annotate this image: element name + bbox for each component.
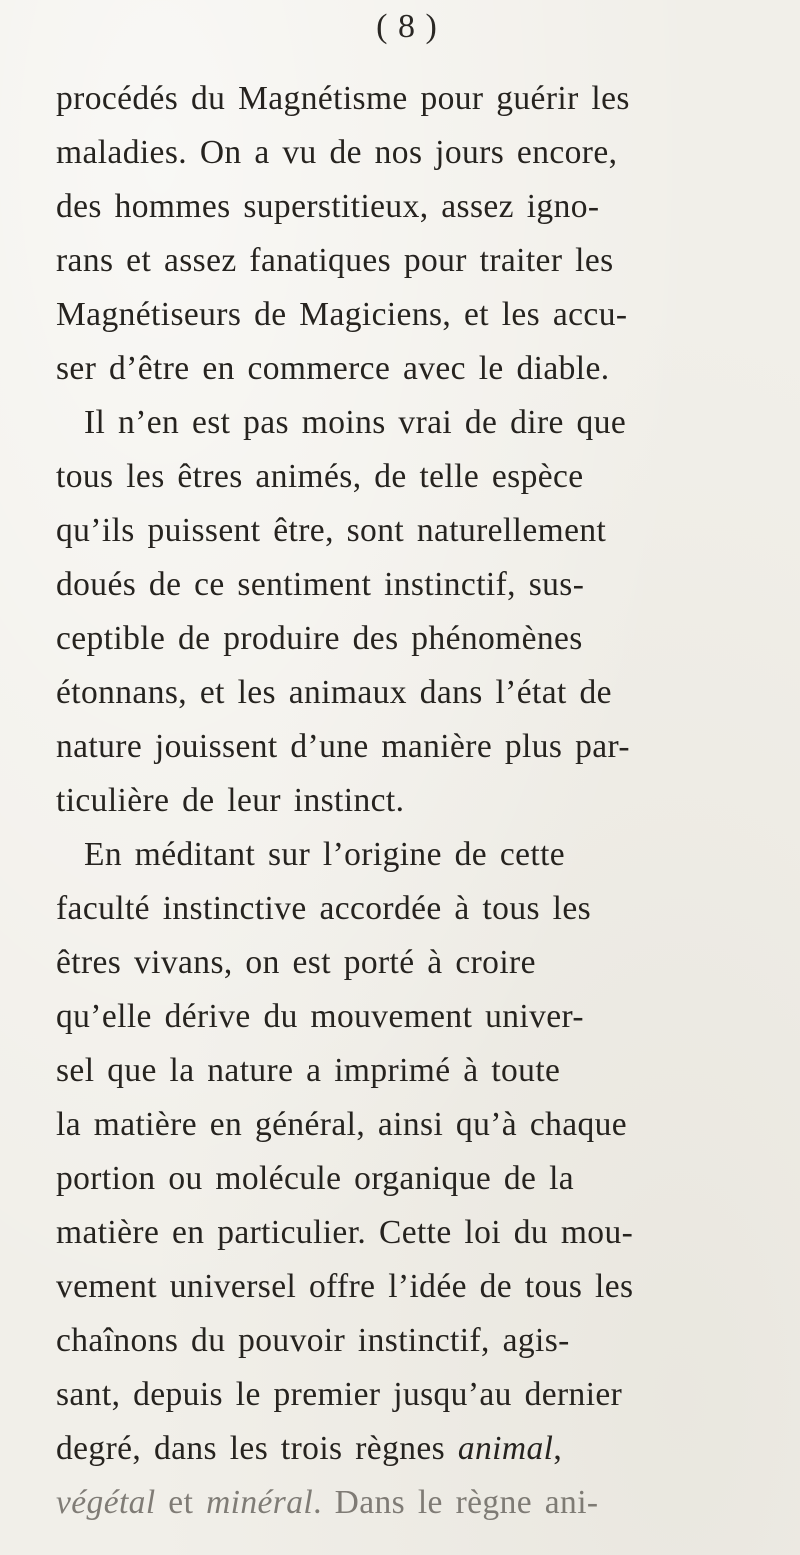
text-segment: . Dans le règne ani-	[313, 1484, 599, 1521]
text-line: êtres vivans, on est porté à croire	[56, 944, 536, 981]
text-line: qu’ils puissent être, sont naturellement	[56, 512, 607, 549]
text-line: chaînons du pouvoir instinctif, agis-	[56, 1322, 570, 1359]
text-line: ceptible de produire des phénomènes	[56, 620, 583, 657]
page-number: ( 8 )	[376, 8, 438, 45]
text-line-bottom	[56, 1476, 796, 1530]
text-line	[56, 1422, 796, 1476]
text-segment: ,	[553, 1430, 563, 1467]
text-line: qu’elle dérive du mouvement univer-	[56, 998, 584, 1035]
text-line: des hommes superstitieux, assez igno-	[56, 188, 600, 225]
text-line: la matière en général, ainsi qu’à chaque	[56, 1106, 628, 1143]
paragraph-start-line: Il n’en est pas moins vrai de dire que	[84, 404, 627, 441]
text-line: portion ou molécule organique de la	[56, 1160, 575, 1197]
text-line: étonnans, et les animaux dans l’état de	[56, 674, 612, 711]
text-line: sel que la nature a imprimé à toute	[56, 1052, 561, 1089]
text-segment: degré, dans les trois règnes	[56, 1430, 446, 1467]
text-line: sant, depuis le premier jusqu’au dernier	[56, 1376, 623, 1413]
body-text	[56, 72, 796, 1530]
paragraph-start-line: En méditant sur l’origine de cette	[84, 836, 566, 873]
text-line: Magnétiseurs de Magiciens, et les accu-	[56, 296, 628, 333]
text-line: ticulière de leur instinct.	[56, 782, 405, 819]
text-line: rans et assez fanatiques pour traiter les	[56, 242, 614, 279]
text-line: matière en particulier. Cette loi du mou-	[56, 1214, 634, 1251]
italic-term: végétal	[56, 1484, 156, 1521]
italic-term: minéral	[206, 1484, 314, 1521]
text-line: nature jouissent d’une manière plus par-	[56, 728, 630, 765]
text-line: ser d’être en commerce avec le diable.	[56, 350, 610, 387]
text-line: faculté instinctive accordée à tous les	[56, 890, 592, 927]
italic-term: animal	[457, 1430, 554, 1467]
text-line: procédés du Magnétisme pour guérir les	[56, 80, 630, 117]
text-segment: et	[155, 1484, 207, 1521]
text-line: tous les êtres animés, de telle espèce	[56, 458, 584, 495]
text-line: doués de ce sentiment instinctif, sus-	[56, 566, 585, 603]
text-line: maladies. On a vu de nos jours encore,	[56, 134, 618, 171]
text-line: vement universel offre l’idée de tous les	[56, 1268, 634, 1305]
